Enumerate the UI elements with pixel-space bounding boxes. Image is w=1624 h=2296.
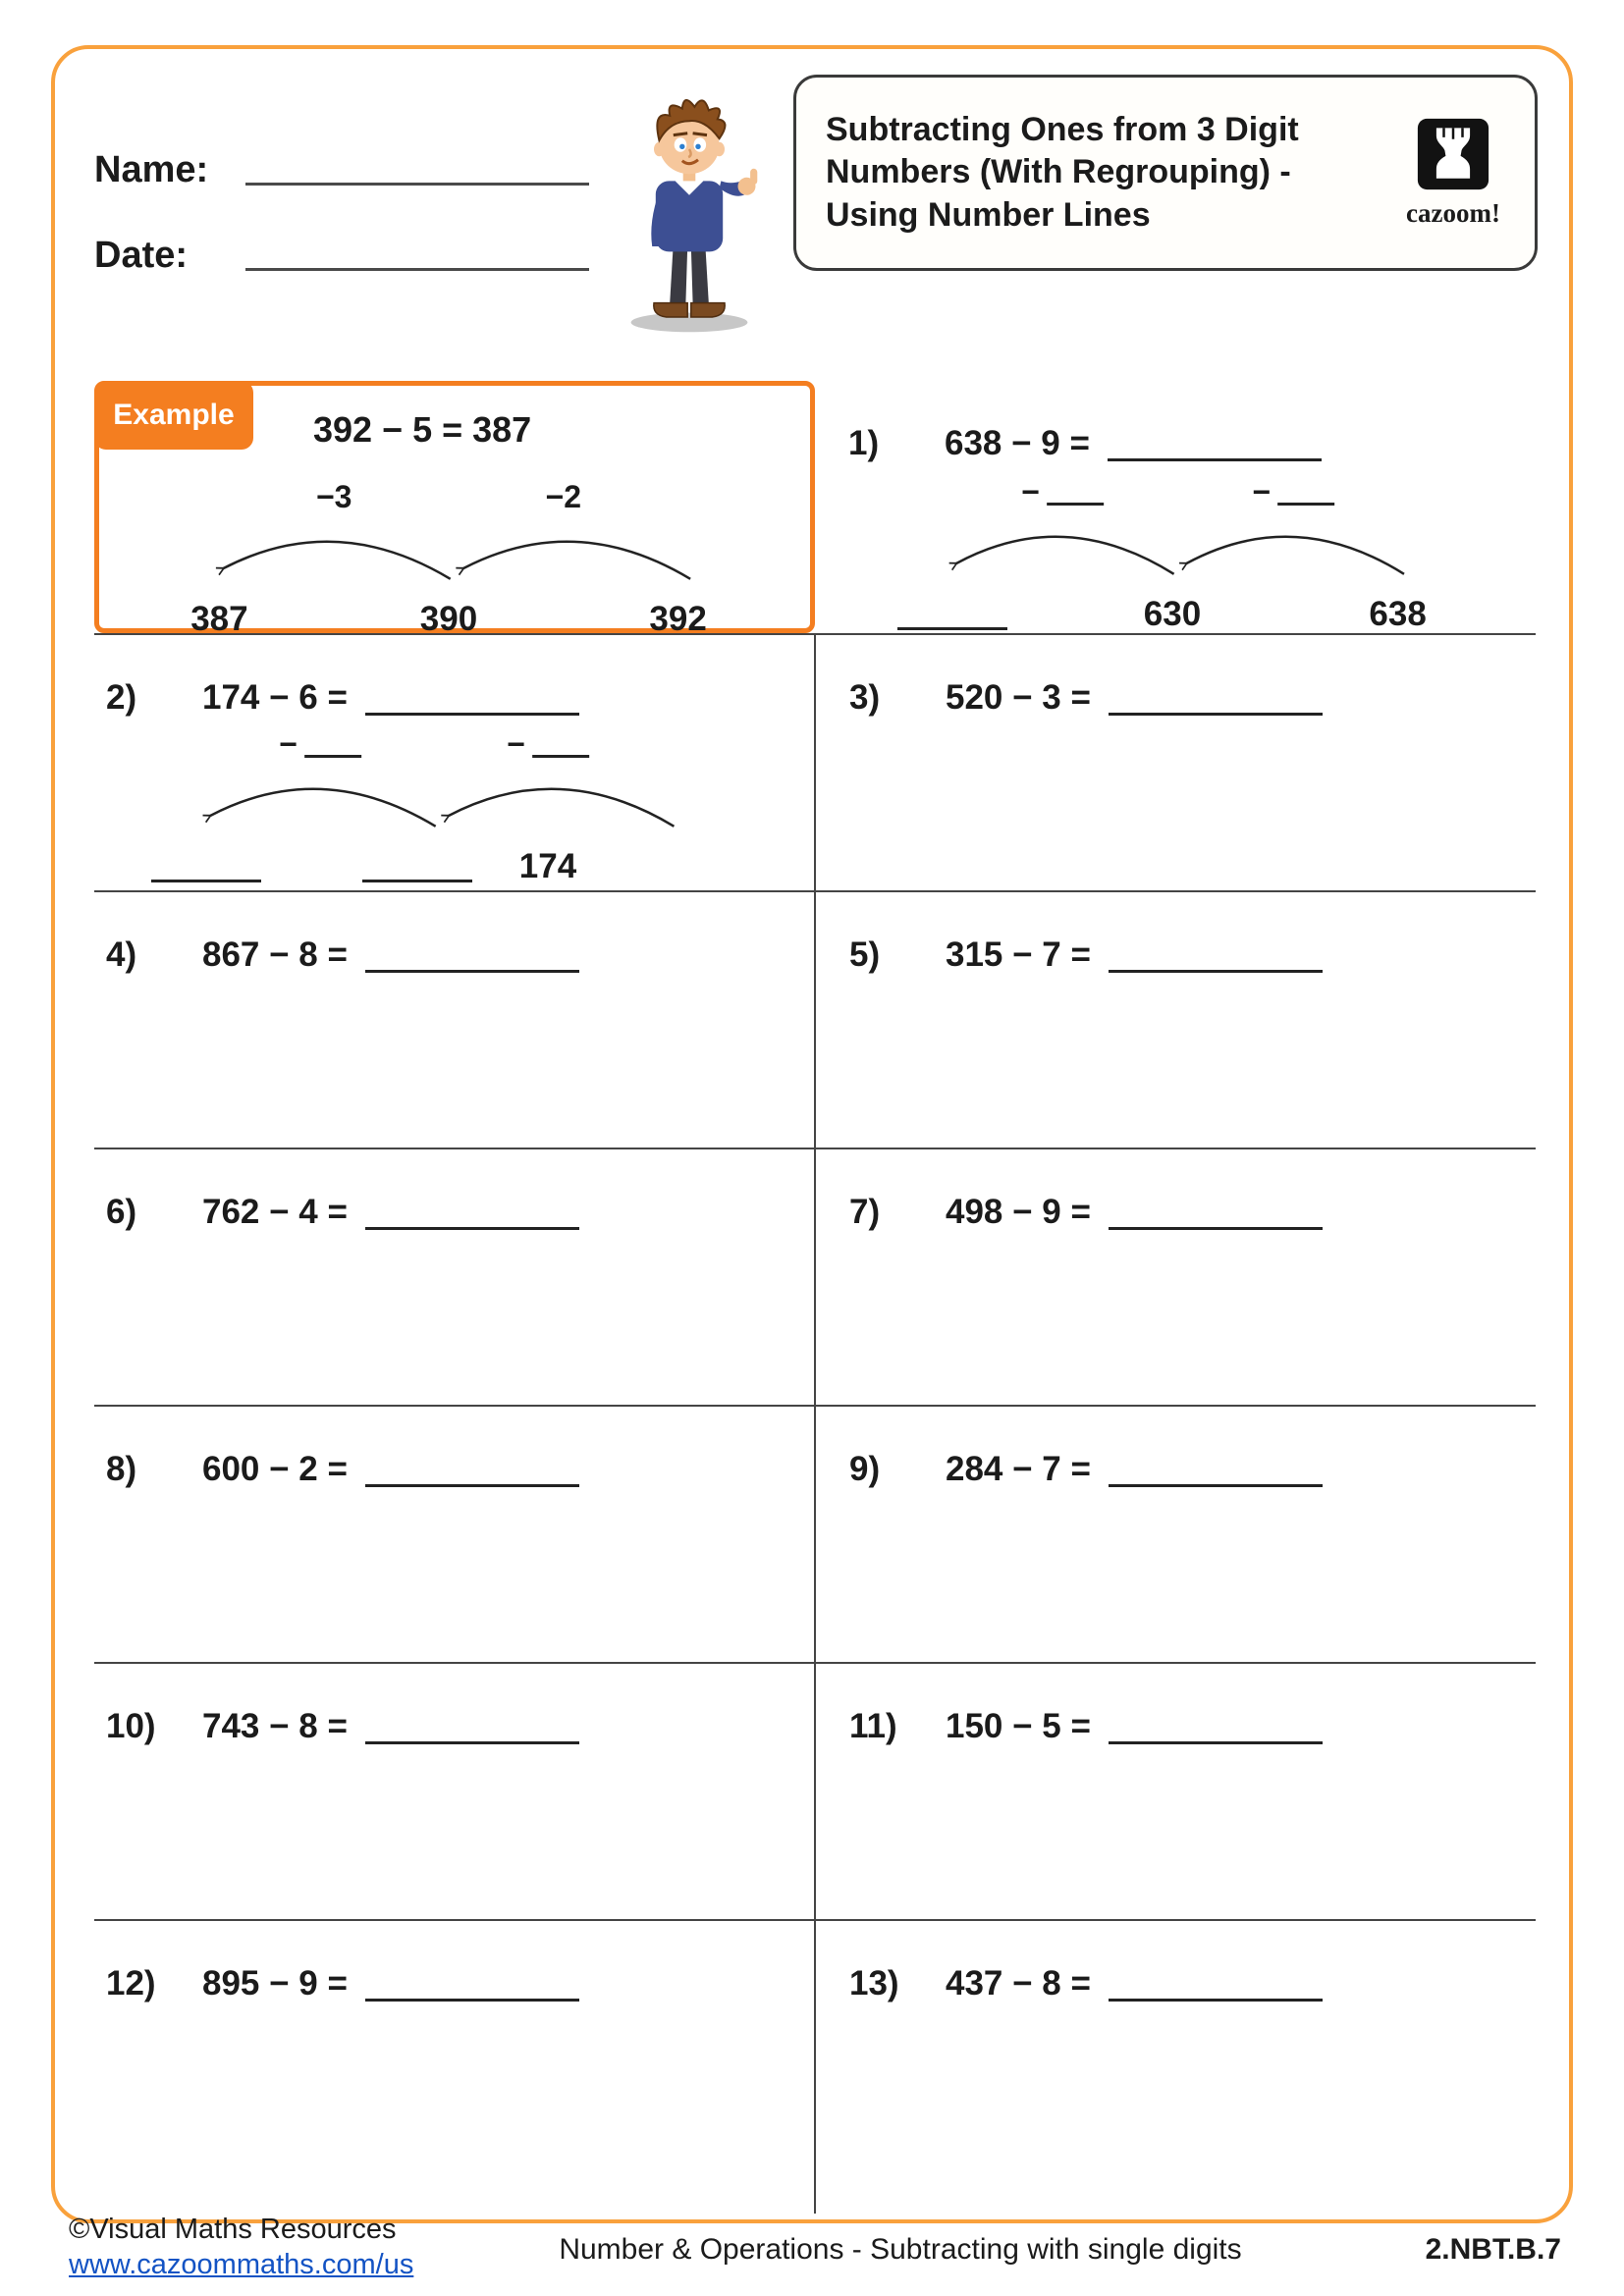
boy-cartoon-icon <box>601 57 778 347</box>
question-equation: 762 − 4 = <box>202 1193 348 1231</box>
number-line-arc-labels <box>149 721 719 763</box>
question-9 <box>816 1407 1536 1489</box>
row-q6-q7 <box>94 1148 1536 1405</box>
question-equation: 498 − 9 = <box>946 1193 1091 1231</box>
question-2-number-line <box>149 721 719 886</box>
question-1-cell <box>815 381 1536 633</box>
question-equation: 150 − 5 = <box>946 1707 1091 1745</box>
number-line-arcs <box>162 515 735 586</box>
question-number: 2) <box>106 678 137 717</box>
title-line-3: Using Number Lines <box>826 195 1151 234</box>
row-q8-q9 <box>94 1405 1536 1662</box>
question-13 <box>816 1921 1536 2003</box>
question-number: 8) <box>106 1450 137 1488</box>
question-11 <box>816 1664 1536 1746</box>
question-number: 4) <box>106 935 137 974</box>
question-1 <box>815 381 1536 463</box>
row-q4-q5 <box>94 890 1536 1148</box>
number-line-points <box>162 590 735 639</box>
question-12 <box>94 1921 814 2003</box>
answer-line[interactable] <box>365 713 579 716</box>
date-field <box>94 235 589 277</box>
number-line-point: 630 <box>1143 595 1202 633</box>
question-1-number-line <box>897 469 1447 634</box>
question-number: 13) <box>849 1964 899 2002</box>
question-10-cell <box>94 1664 814 1919</box>
question-9-cell <box>814 1407 1536 1662</box>
arc-blank[interactable] <box>1047 503 1104 506</box>
question-equation: 315 − 7 = <box>946 935 1091 974</box>
answer-line[interactable] <box>1109 1999 1323 2002</box>
row-q12-q13 <box>94 1919 1536 2214</box>
question-10 <box>94 1664 814 1746</box>
question-equation: 520 − 3 = <box>946 678 1091 717</box>
arc-label: − <box>507 726 589 763</box>
question-number: 3) <box>849 678 881 717</box>
footer-standard-code: 2.NBT.B.7 <box>1425 2233 1561 2266</box>
question-6 <box>94 1149 814 1232</box>
question-11-cell <box>814 1664 1536 1919</box>
answer-line[interactable] <box>1109 1227 1323 1230</box>
question-equation: 895 − 9 = <box>202 1964 348 2002</box>
footer-topic: Number & Operations - Subtracting with single digits <box>559 2233 1242 2266</box>
title-line-1: Subtracting Ones from 3 Digit <box>826 110 1299 148</box>
number-line-blank[interactable] <box>897 627 1007 630</box>
question-number: 9) <box>849 1450 881 1488</box>
number-line-blank[interactable] <box>362 880 472 882</box>
cazoom-logo-text: cazoom! <box>1406 198 1500 228</box>
arc-label: − <box>1252 474 1334 510</box>
question-equation: 743 − 8 = <box>202 1707 348 1745</box>
arc-label: −3 <box>315 479 352 514</box>
question-7 <box>816 1149 1536 1232</box>
question-5-cell <box>814 892 1536 1148</box>
example-equation: 392 − 5 = 387 <box>313 409 532 450</box>
question-4 <box>94 892 814 975</box>
worksheet-grid <box>94 381 1536 2214</box>
number-line-points <box>149 837 719 886</box>
name-input-line[interactable] <box>245 183 589 186</box>
arc-label: −2 <box>545 479 582 514</box>
question-number: 1) <box>848 424 880 462</box>
answer-line[interactable] <box>1109 713 1323 716</box>
date-input-line[interactable] <box>245 268 589 271</box>
question-number: 10) <box>106 1707 156 1745</box>
answer-line[interactable] <box>1109 1484 1323 1487</box>
answer-line[interactable] <box>365 1484 579 1487</box>
arc-blank[interactable] <box>532 755 589 758</box>
question-equation: 600 − 2 = <box>202 1450 348 1488</box>
number-line-points <box>897 585 1447 634</box>
question-13-cell <box>814 1921 1536 2214</box>
question-5 <box>816 892 1536 975</box>
question-2 <box>94 635 814 718</box>
footer-copyright: ©Visual Maths Resources <box>69 2213 397 2245</box>
number-line-point: 392 <box>649 600 707 638</box>
question-2-cell <box>94 635 814 890</box>
answer-line[interactable] <box>365 1741 579 1744</box>
answer-line[interactable] <box>1109 1741 1323 1744</box>
number-line-arcs <box>149 763 719 833</box>
title-box <box>793 75 1538 271</box>
question-number: 11) <box>849 1707 897 1745</box>
answer-line[interactable] <box>1108 458 1322 461</box>
number-line-point: 387 <box>190 600 248 638</box>
question-number: 6) <box>106 1193 137 1231</box>
answer-line[interactable] <box>365 970 579 973</box>
name-field <box>94 149 589 191</box>
name-date-block <box>94 149 589 320</box>
row-example <box>94 381 1536 638</box>
cazoom-drum-icon <box>1416 117 1490 191</box>
arc-label: − <box>279 726 361 763</box>
question-number: 5) <box>849 935 881 974</box>
number-line-blank[interactable] <box>151 880 261 882</box>
question-12-cell <box>94 1921 814 2214</box>
title-line-2: Numbers (With Regrouping) - <box>826 153 1291 191</box>
question-8-cell <box>94 1407 814 1662</box>
example-tab: Example <box>94 381 253 450</box>
question-equation: 638 − 9 = <box>945 424 1090 462</box>
answer-line[interactable] <box>1109 970 1323 973</box>
question-equation: 174 − 6 = <box>202 678 348 717</box>
number-line-point: 638 <box>1369 595 1427 633</box>
arc-label: − <box>1021 474 1104 510</box>
question-number: 7) <box>849 1193 881 1231</box>
question-6-cell <box>94 1149 814 1405</box>
question-3-cell <box>814 635 1536 890</box>
number-line-point: 174 <box>518 847 577 885</box>
question-4-cell <box>94 892 814 1148</box>
name-label: Name: <box>94 149 209 190</box>
date-label: Date: <box>94 235 189 276</box>
row-q2-q3 <box>94 633 1536 890</box>
number-line-point: 390 <box>419 600 478 638</box>
example-cell <box>94 381 815 638</box>
row-q10-q11 <box>94 1662 1536 1919</box>
mascot-boy-illustration <box>601 57 778 347</box>
worksheet-title <box>826 109 1378 238</box>
question-8 <box>94 1407 814 1489</box>
question-7-cell <box>814 1149 1536 1405</box>
number-line-arc-labels <box>162 474 735 515</box>
answer-line[interactable] <box>365 1227 579 1230</box>
number-line-arc-labels <box>897 469 1447 510</box>
question-equation: 284 − 7 = <box>946 1450 1091 1488</box>
arc-blank[interactable] <box>304 755 361 758</box>
example-box <box>94 381 815 638</box>
footer-url-link[interactable]: www.cazoommaths.com/us <box>69 2248 414 2280</box>
arc-blank[interactable] <box>1277 503 1334 506</box>
answer-line[interactable] <box>365 1999 579 2002</box>
example-number-line <box>162 474 735 639</box>
question-equation: 437 − 8 = <box>946 1964 1091 2002</box>
number-line-arcs <box>897 510 1447 581</box>
question-number: 12) <box>106 1964 156 2002</box>
question-equation: 867 − 8 = <box>202 935 348 974</box>
cazoom-logo <box>1393 117 1513 229</box>
question-3 <box>816 635 1536 718</box>
